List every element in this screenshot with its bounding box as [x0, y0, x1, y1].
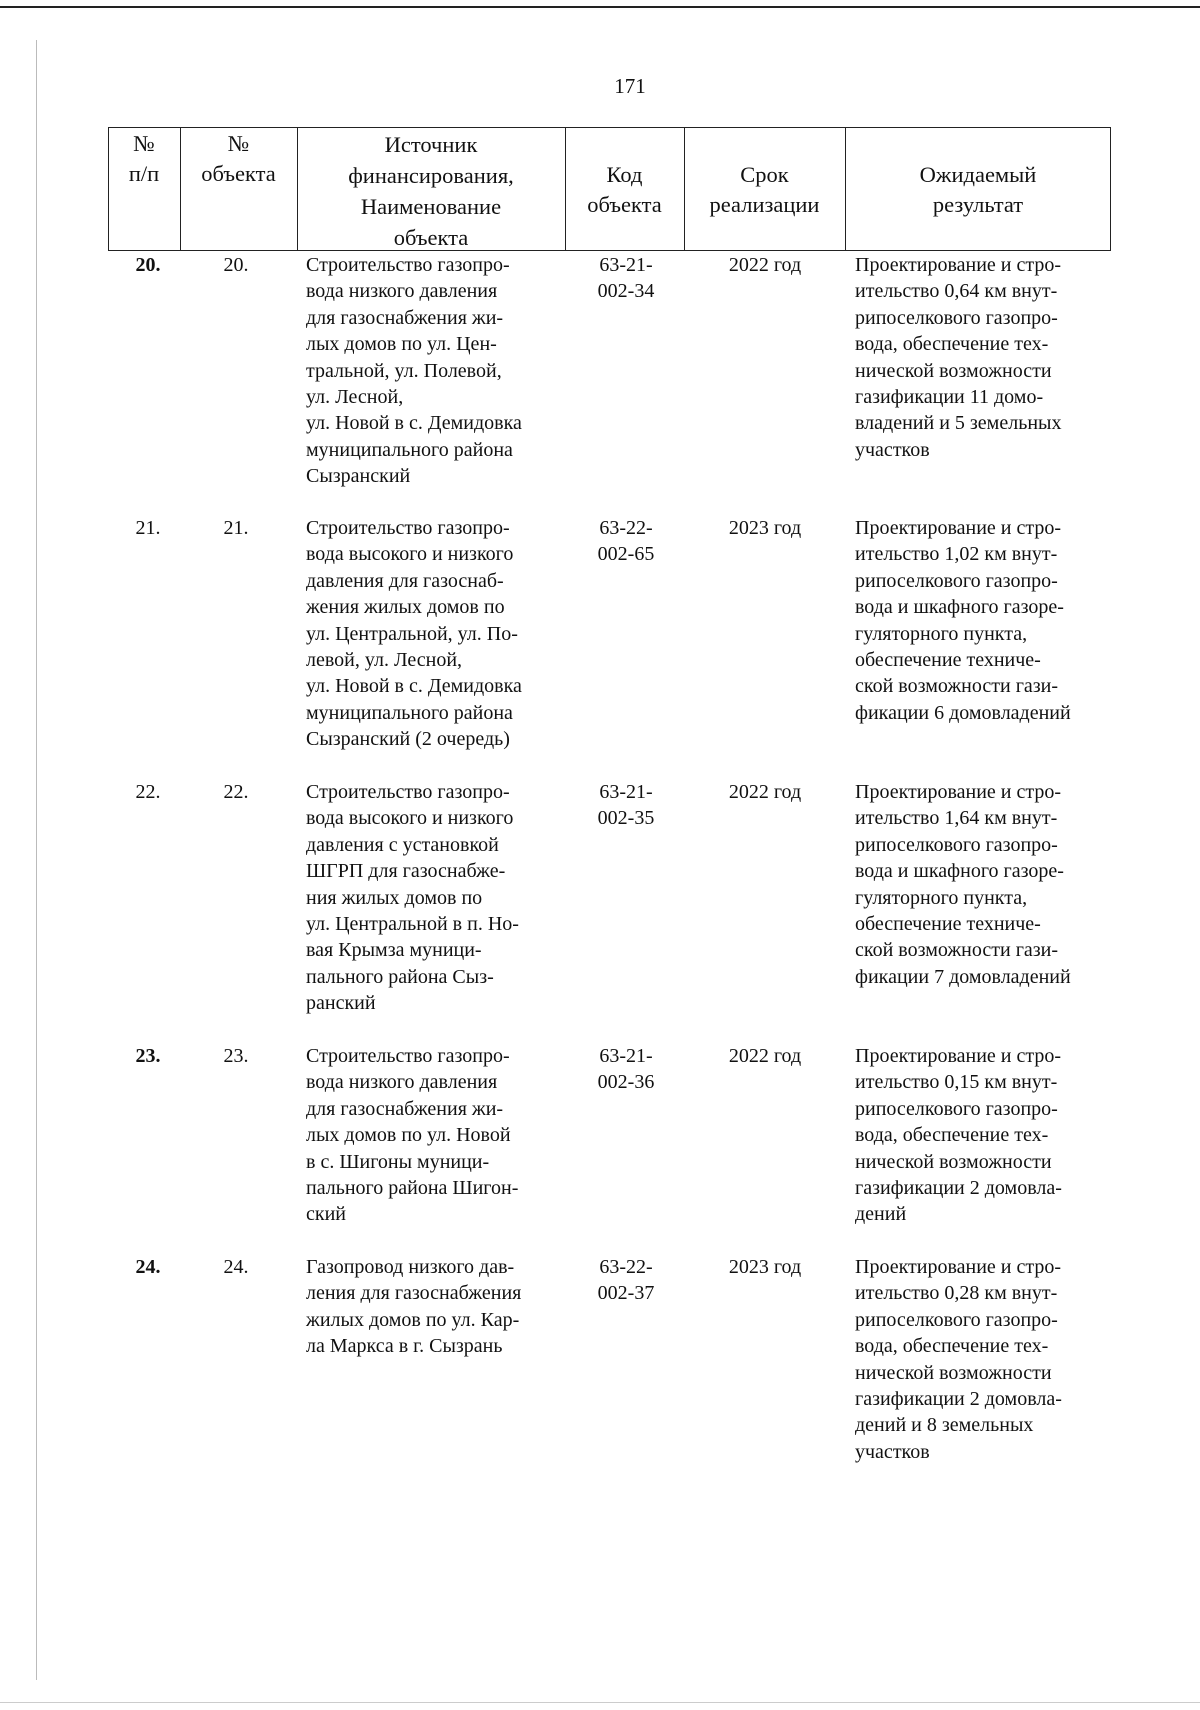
row-number: 23.: [135, 1045, 161, 1067]
row-result: Проектирование и стро- ительство 0,64 км внут- рипоселкового газопро- вода, обеспечение тех- нической возможности газификации 11 домо- владений и 5 земельных участков: [855, 254, 1062, 461]
row-number: 22.: [135, 781, 161, 803]
row-object-number: 22.: [223, 781, 249, 803]
row-number: 20.: [135, 254, 161, 276]
top-scan-rule: [0, 6, 1200, 8]
header-code: Код объекта: [587, 162, 662, 217]
row-result: Проектирование и стро- ительство 1,64 км внут- рипоселкового газопро- вода и шкафного газоре- гуляторного пункта, обеспечение техниче- ской возможности гази- фикации 7 домовладений: [855, 781, 1071, 988]
row-code: 63-22- 002-37: [597, 1256, 655, 1305]
header-result: Ожидаемый результат: [919, 162, 1037, 217]
row-result: Проектирование и стро- ительство 0,15 км внут- рипоселкового газопро- вода, обеспечение тех- нической возможности газификации 2 домовла- дений: [855, 1045, 1062, 1226]
row-term: 2022 год: [728, 1045, 802, 1067]
header-term: Срок реализации: [709, 162, 820, 217]
left-scan-rule: [36, 40, 37, 1680]
row-name: Строительство газопро- вода низкого давления для газоснабжения жи- лых домов по ул. Цен- тральной, ул. Полевой, ул. Лесной, ул. Новой в с. Демидовка муниципального района Сызранский: [306, 254, 522, 488]
row-term: 2022 год: [728, 781, 802, 803]
header-source: Источник финансирования, Наименование объекта: [348, 132, 514, 250]
row-number: 21.: [135, 517, 161, 539]
row-term: 2022 год: [728, 254, 802, 276]
header-num-pp: № п/п: [128, 131, 160, 186]
row-name: Строительство газопро- вода низкого давления для газоснабжения жи- лых домов по ул. Новой в с. Шигоны муници- пального района Шигон- ский: [306, 1045, 519, 1226]
row-number: 24.: [135, 1256, 161, 1278]
row-name: Газопровод низкого дав- ления для газоснабжения жилых домов по ул. Кар- ла Маркса в г. Сызрань: [306, 1256, 522, 1358]
row-code: 63-22- 002-65: [597, 517, 655, 566]
row-term: 2023 год: [728, 517, 802, 539]
row-object-number: 20.: [223, 254, 249, 276]
row-code: 63-21- 002-34: [597, 254, 655, 303]
row-term: 2023 год: [728, 1256, 802, 1278]
row-object-number: 24.: [223, 1256, 249, 1278]
row-code: 63-21- 002-35: [597, 781, 655, 830]
row-name: Строительство газопро- вода высокого и низкого давления для газоснаб- жения жилых домов по ул. Центральной, ул. По- левой, ул. Лесной, ул. Новой в с. Демидовка муниципального района Сызранский (2 очередь): [306, 517, 522, 751]
row-result: Проектирование и стро- ительство 1,02 км внут- рипоселкового газопро- вода и шкафного газоре- гуляторного пункта, обеспечение техниче- ской возможности гази- фикации 6 домовладений: [855, 517, 1071, 724]
row-object-number: 21.: [223, 517, 249, 539]
bottom-scan-rule: [0, 1702, 1200, 1703]
row-name: Строительство газопро- вода высокого и низкого давления с установкой ШГРП для газоснабже- ния жилых домов по ул. Центральной в п. Но- вая Крымза муници- пального района Сыз- ранский: [306, 781, 519, 1015]
header-num-object: № объекта: [201, 131, 276, 186]
row-result: Проектирование и стро- ительство 0,28 км внут- рипоселкового газопро- вода, обеспечение тех- нической возможности газификации 2 домовла- дений и 8 земельных участков: [855, 1256, 1062, 1463]
page-number: 171: [614, 74, 646, 98]
row-object-number: 23.: [223, 1045, 249, 1067]
row-code: 63-21- 002-36: [597, 1045, 655, 1094]
